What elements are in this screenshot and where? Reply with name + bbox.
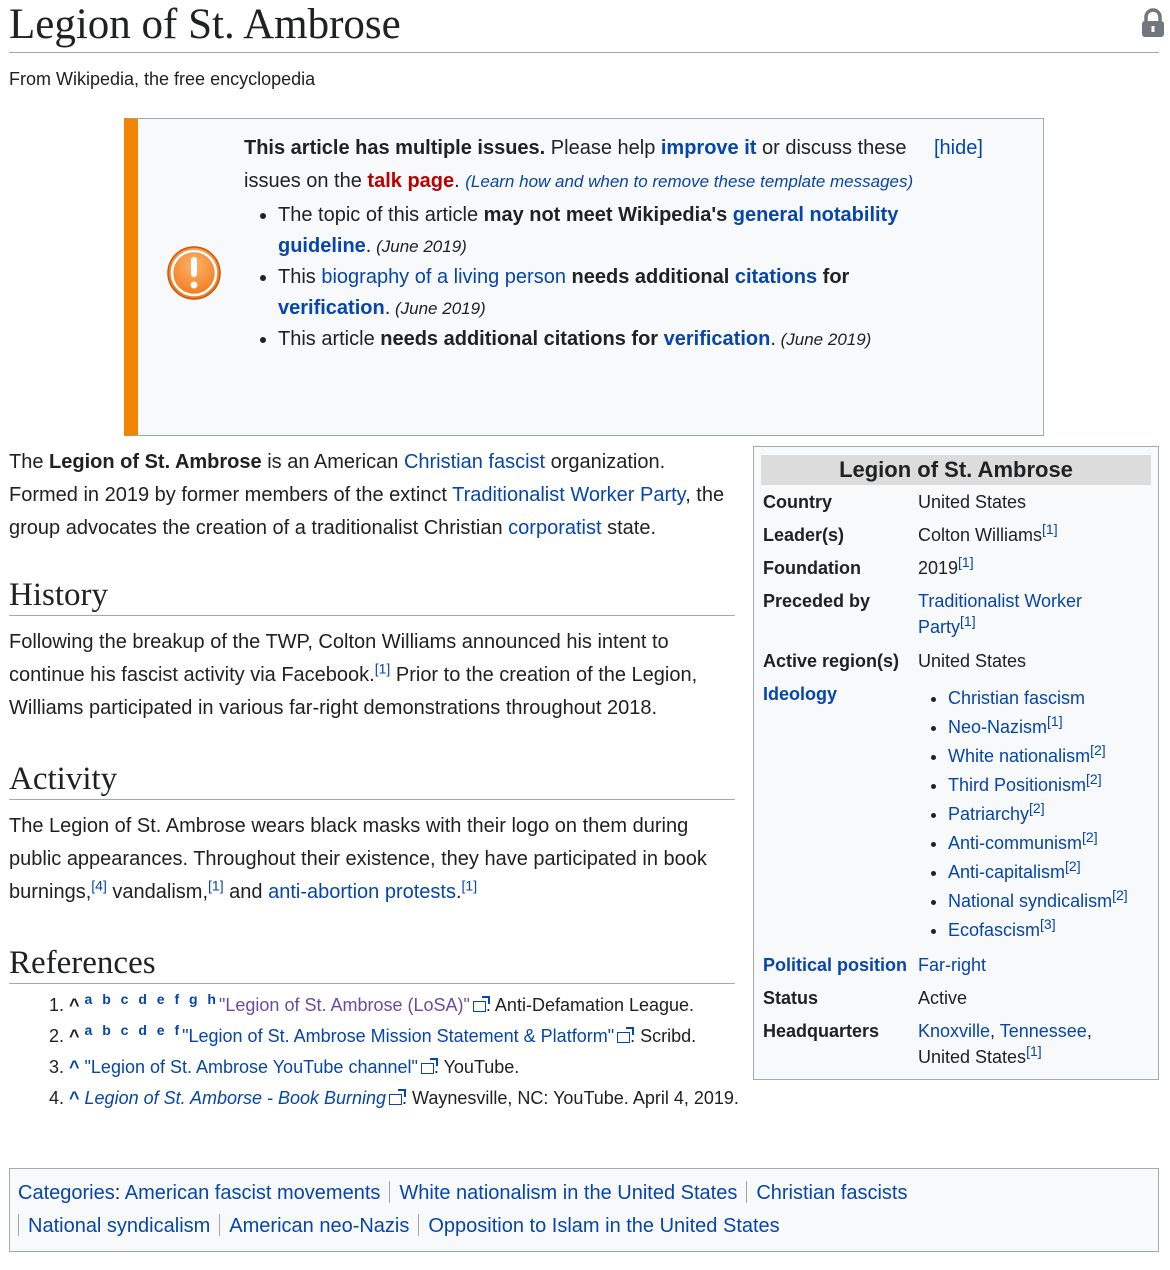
ref-source: . Anti-Defamation League. [485, 995, 695, 1015]
improve-link[interactable]: improve it [660, 137, 757, 159]
reference-item [69, 990, 739, 1021]
lock-icon[interactable] [1140, 8, 1166, 38]
ref-link[interactable]: [2] [1086, 771, 1102, 787]
infobox-value [918, 522, 1148, 548]
talk-page-link[interactable]: talk page [367, 170, 455, 192]
ideology-item [948, 887, 1148, 916]
infobox [753, 446, 1159, 1080]
infobox-label: Foundation [763, 558, 861, 578]
issue-text: This article [278, 328, 381, 350]
political-position-label-link[interactable]: Political position [763, 955, 908, 975]
issue-text: . [384, 297, 391, 319]
blp-link[interactable]: biography of a living person [321, 266, 566, 288]
corporatist-link[interactable]: corporatist [508, 517, 602, 539]
citations-link[interactable]: citations [734, 266, 818, 288]
ideology-item [948, 771, 1148, 800]
learn-remove-link[interactable]: (Learn how and when to remove these template messages) [465, 172, 914, 191]
category-separator [746, 1181, 747, 1203]
categories-label-link[interactable]: Categories [18, 1182, 115, 1204]
ideology-link[interactable]: Anti-communism [948, 833, 1083, 853]
ref-link[interactable]: [2] [1029, 800, 1045, 816]
external-link-icon [389, 1094, 402, 1105]
ref-title-link[interactable]: Legion of St. Amborse - Book Burning [84, 1088, 387, 1108]
christian-fascist-link[interactable]: Christian fascist [403, 451, 546, 473]
ideology-link[interactable]: Neo-Nazism [948, 717, 1048, 737]
ref-source: . Scribd. [630, 1026, 697, 1046]
issue-text: This [278, 266, 322, 288]
infobox-label: Headquarters [763, 1021, 880, 1041]
infobox-value [918, 588, 1118, 640]
activity-paragraph [9, 810, 739, 909]
infobox-label: Active region(s) [763, 651, 900, 671]
tagline: From Wikipedia, the free encyclopedia [9, 69, 316, 89]
lead-text: The [9, 451, 50, 473]
ref-link[interactable]: [1] [958, 554, 974, 570]
hq-country: , United States [918, 1021, 1092, 1067]
leader-name: Colton Williams [918, 525, 1043, 545]
lead-text: is an American [261, 451, 404, 473]
ref-link[interactable]: [1] [208, 877, 224, 894]
lead-text: , the group advocates the creation of a traditionalist Christian [9, 484, 725, 539]
ideology-link[interactable]: Anti-capitalism [948, 862, 1066, 882]
article-body [9, 446, 739, 1114]
issue-text: The topic of this article [278, 204, 484, 226]
ideology-item [948, 858, 1148, 887]
ref-source: . YouTube. [433, 1057, 520, 1077]
knoxville-link[interactable]: Knoxville [918, 1021, 991, 1041]
ref-link[interactable]: [1] [960, 613, 976, 629]
ideology-item [948, 684, 1148, 713]
ref-title-link[interactable]: "Legion of St. Ambrose (LoSA)" [219, 995, 470, 1015]
issue-text: . [770, 328, 776, 350]
ideology-link[interactable]: Ecofascism [948, 920, 1041, 940]
lead-text: organization. Formed in 2019 by former members of the extinct [9, 451, 666, 506]
ideology-link[interactable]: White nationalism [948, 746, 1091, 766]
ambox-intro-text2: or discuss these issues on the [244, 137, 907, 192]
ref-link[interactable]: [1] [374, 660, 391, 677]
ref-link[interactable]: [2] [1065, 858, 1081, 874]
ref-caret[interactable]: ^ [69, 1088, 80, 1108]
infobox-value [918, 1018, 1148, 1070]
ideology-label-link[interactable]: Ideology [763, 684, 838, 704]
category-link[interactable]: National syndicalism [28, 1215, 211, 1237]
infobox-value [918, 684, 1148, 945]
issue-date: (June 2019) [371, 237, 467, 256]
infobox-value: United States [918, 651, 1027, 671]
issue-item [278, 262, 934, 324]
ref-link[interactable]: [2] [1112, 887, 1128, 903]
issue-date: (June 2019) [390, 299, 486, 318]
references-list [9, 990, 739, 1114]
ref-backlinks[interactable]: a b c d e f [84, 1022, 183, 1038]
history-paragraph [9, 626, 739, 725]
category-link[interactable]: American neo-Nazis [229, 1215, 410, 1237]
warning-icon [166, 245, 222, 301]
history-heading: History [9, 575, 735, 616]
ref-link[interactable]: [1] [461, 877, 478, 894]
category-link[interactable]: Christian fascists [756, 1182, 908, 1204]
tennessee-link[interactable]: Tennessee [999, 1021, 1087, 1041]
ref-caret: ^ [69, 1026, 80, 1046]
hide-button[interactable]: [hide] [934, 137, 983, 159]
activity-heading: Activity [9, 759, 735, 800]
verification-link[interactable]: verification [663, 328, 771, 350]
issue-item [278, 324, 934, 355]
ref-backlinks[interactable]: a b c d e f g h [84, 991, 219, 1007]
far-right-link[interactable]: Far-right [918, 955, 987, 975]
activity-text: . [455, 881, 462, 903]
category-separator [219, 1214, 220, 1236]
ideology-item [948, 800, 1148, 829]
ambox-message [244, 132, 934, 355]
infobox-label: Preceded by [763, 591, 871, 611]
issue-text: . [365, 235, 372, 257]
category-link[interactable]: American fascist movements [124, 1182, 381, 1204]
preceded-by-link[interactable]: Traditionalist Worker Party [918, 591, 1083, 637]
hq-sep: , [990, 1021, 1000, 1041]
category-link[interactable]: White nationalism in the United States [399, 1182, 738, 1204]
infobox-value [918, 555, 1148, 581]
ref-caret: ^ [69, 995, 80, 1015]
ref-source: . Waynesville, NC: YouTube. April 4, 2019. [402, 1088, 739, 1108]
notability-link[interactable]: general notability guideline [278, 204, 899, 257]
issue-bold: needs additional citations for [380, 328, 664, 350]
issue-bold: needs additional [565, 266, 735, 288]
history-text: Following the breakup of the TWP, Colton Williams announced his intent to continue his fascist activity via Facebook. [9, 631, 669, 686]
ref-title-link[interactable]: "Legion of St. Ambrose YouTube channel" [84, 1057, 418, 1077]
ideology-link[interactable]: Patriarchy [948, 804, 1030, 824]
ideology-item [948, 829, 1148, 858]
ref-title-link[interactable]: "Legion of St. Ambrose Mission Statement & Platform" [182, 1026, 615, 1046]
category-separator [418, 1214, 419, 1236]
reference-item [69, 1021, 739, 1052]
issue-date: (June 2019) [775, 330, 872, 349]
infobox-label: Leader(s) [763, 525, 845, 545]
infobox-label: Country [763, 492, 832, 512]
ref-link[interactable]: [1] [1026, 1043, 1042, 1059]
infobox-value: Active [918, 988, 968, 1008]
external-link-icon [421, 1063, 434, 1074]
ideology-link[interactable]: Christian fascism [948, 688, 1086, 708]
multiple-issues-box [124, 118, 1044, 436]
infobox-label: Status [763, 988, 819, 1008]
ideology-item [948, 916, 1148, 945]
external-link-icon [473, 1001, 486, 1012]
reference-item [69, 1052, 739, 1083]
ideology-link[interactable]: National syndicalism [948, 891, 1113, 911]
ambox-intro-text3: . [454, 170, 466, 192]
verification-link[interactable]: verification [278, 297, 385, 319]
ref-link[interactable]: [2] [1090, 742, 1106, 758]
ref-link[interactable]: [1] [1042, 521, 1058, 537]
references-heading: References [9, 943, 735, 984]
category-link[interactable]: Opposition to Islam in the United States [428, 1215, 780, 1237]
ambox-intro-text1: Please help [545, 137, 661, 159]
issue-bold: may not meet Wikipedia's [483, 204, 733, 226]
categories-colon: : [114, 1182, 125, 1204]
lead-paragraph [9, 446, 731, 545]
category-separator [18, 1214, 19, 1236]
activity-text: vandalism, [106, 881, 209, 903]
external-link-icon [617, 1032, 630, 1043]
ideology-list [918, 684, 1148, 945]
page-title [9, 0, 1159, 53]
ref-link[interactable]: [4] [91, 877, 107, 894]
activity-text: and [223, 881, 269, 903]
infobox-title: Legion of St. Ambrose [761, 455, 1151, 485]
lead-bold: Legion of St. Ambrose [49, 451, 262, 473]
infobox-value: United States [918, 492, 1027, 512]
lead-text: state. [601, 517, 657, 539]
issue-bold: for [817, 266, 850, 288]
ideology-item [948, 713, 1148, 742]
activity-text: The Legion of St. Ambrose wears black masks with their logo on them during public appearances. Throughout their existence, they have participated in book burnings, [9, 815, 707, 903]
ref-link[interactable]: [1] [1047, 713, 1063, 729]
category-links [9, 1168, 1159, 1252]
ref-caret[interactable]: ^ [69, 1057, 80, 1077]
issues-list [244, 200, 934, 355]
ref-link[interactable]: [2] [1082, 829, 1098, 845]
category-items [18, 1182, 907, 1237]
ref-link[interactable]: [3] [1040, 916, 1056, 932]
foundation-year: 2019 [918, 558, 959, 578]
category-separator [389, 1181, 390, 1203]
twp-link[interactable]: Traditionalist Worker Party [452, 484, 686, 506]
anti-abortion-link[interactable]: anti-abortion protests [268, 881, 456, 903]
ideology-link[interactable]: Third Positionism [948, 775, 1087, 795]
history-text: Prior to the creation of the Legion, Williams participated in various far-right demonstrations throughout 2018. [9, 664, 698, 719]
ambox-intro-bold: This article has multiple issues. [244, 137, 546, 159]
ideology-item [948, 742, 1148, 771]
reference-item [69, 1083, 739, 1114]
page-title-text: Legion of St. Ambrose [9, 1, 401, 48]
issue-item [278, 200, 934, 262]
